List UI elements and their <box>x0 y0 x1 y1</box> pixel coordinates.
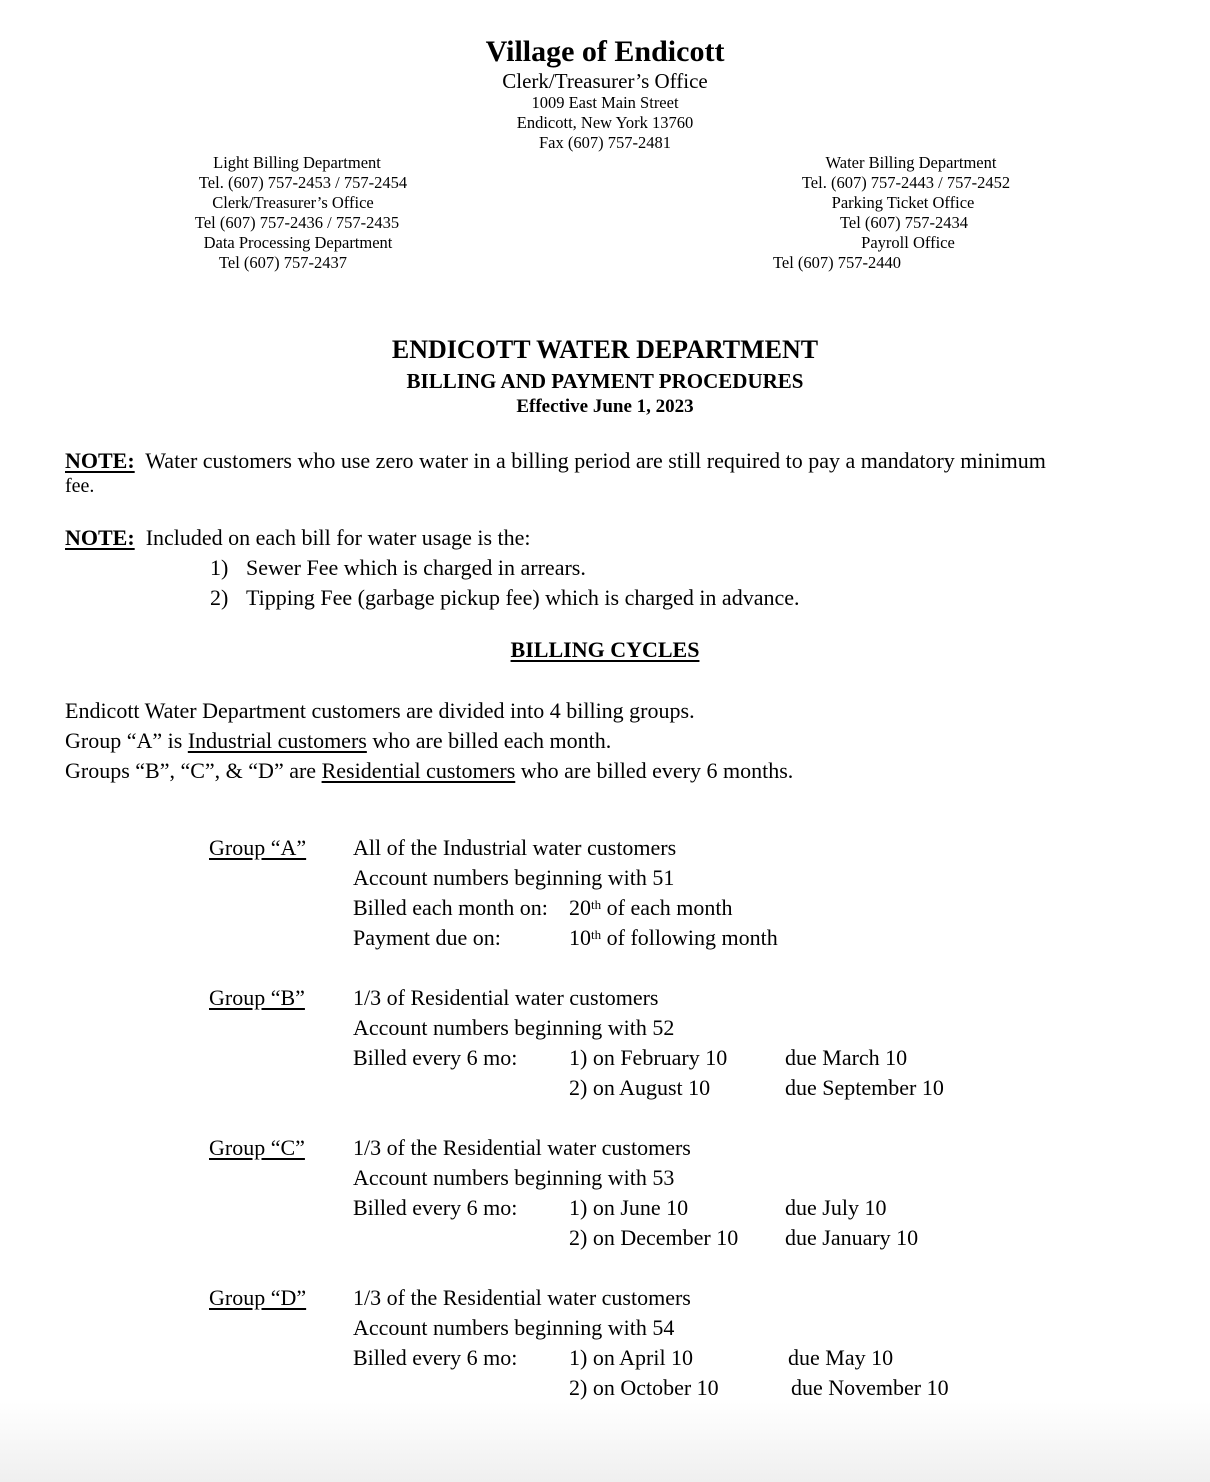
contact-line: Clerk/Treasurer’s Office <box>212 193 374 212</box>
due-date: due March 10 <box>785 1045 908 1070</box>
due-date: due May 10 <box>788 1345 894 1370</box>
ordinal: th <box>591 927 602 942</box>
due-label: Payment due on: <box>353 925 501 950</box>
office-name: Clerk/Treasurer’s Office <box>502 69 708 93</box>
billed-label: Billed each month on: <box>353 895 548 920</box>
due-date: due July 10 <box>785 1195 887 1220</box>
billing-line-3 <box>65 760 793 782</box>
text: Group “A” is <box>65 728 188 753</box>
text: of each month <box>601 895 733 920</box>
village-title: Village of Endicott <box>485 35 725 68</box>
contact-line: Water Billing Department <box>825 153 997 172</box>
group-accounts: Account numbers beginning with 51 <box>353 865 675 890</box>
bill-date: 2) on October 10 <box>569 1375 719 1400</box>
due-date <box>569 927 778 949</box>
group-accounts: Account numbers beginning with 52 <box>353 1015 675 1040</box>
day: 10 <box>569 925 591 950</box>
residential-customers-text: Residential customers <box>321 758 516 783</box>
billed-label: Billed every 6 mo: <box>353 1345 518 1370</box>
billed-label: Billed every 6 mo: <box>353 1045 518 1070</box>
list-item: Tipping Fee (garbage pickup fee) which is charged in advance. <box>246 585 800 610</box>
bill-date: 1) on February 10 <box>569 1045 728 1070</box>
document-title: ENDICOTT WATER DEPARTMENT <box>391 335 819 364</box>
effective-date: Effective June 1, 2023 <box>516 396 694 417</box>
group-description: 1/3 of Residential water customers <box>353 985 659 1010</box>
note-text: Included on each bill for water usage is the: <box>145 525 531 550</box>
text: who are billed each month. <box>366 728 612 753</box>
group-label: Group “B” <box>209 985 305 1010</box>
due-date: due September 10 <box>785 1075 944 1100</box>
note-1-continued: fee. <box>65 475 95 497</box>
due-date: due January 10 <box>785 1225 919 1250</box>
text: Groups “B”, “C”, & “D” are <box>65 758 322 783</box>
page-bottom-shadow <box>0 1402 1210 1482</box>
group-label: Group “D” <box>209 1285 307 1310</box>
industrial-customers-text: Industrial customers <box>187 728 367 753</box>
group-description: All of the Industrial water customers <box>353 835 677 860</box>
list-item-number: 1) <box>210 555 229 580</box>
group-accounts: Account numbers beginning with 54 <box>353 1315 675 1340</box>
group-description: 1/3 of the Residential water customers <box>353 1135 691 1160</box>
bill-date: 1) on April 10 <box>569 1345 694 1370</box>
city-address: Endicott, New York 13760 <box>516 113 694 132</box>
contact-line: Light Billing Department <box>213 153 381 172</box>
contact-line: Tel (607) 757-2436 / 757-2435 <box>194 213 400 232</box>
text: who are billed every 6 months. <box>515 758 794 783</box>
fax-number: Fax (607) 757-2481 <box>539 133 671 152</box>
note-label: NOTE: <box>65 448 135 473</box>
bill-date: 2) on December 10 <box>569 1225 739 1250</box>
billed-label: Billed every 6 mo: <box>353 1195 518 1220</box>
contact-line: Payroll Office <box>861 233 955 252</box>
text: of following month <box>601 925 778 950</box>
contact-line: Tel (607) 757-2440 <box>772 253 902 272</box>
ordinal: th <box>591 897 602 912</box>
contact-line: Parking Ticket Office <box>831 193 975 212</box>
contact-line: Tel. (607) 757-2443 / 757-2452 <box>801 173 1011 192</box>
note-text: Water customers who use zero water in a billing period are still required to pay a mandatory minimum <box>145 448 1046 473</box>
day: 20 <box>569 895 591 920</box>
contact-line: Tel (607) 757-2437 <box>218 253 348 272</box>
bill-date: 2) on August 10 <box>569 1075 711 1100</box>
bill-date: 1) on June 10 <box>569 1195 689 1220</box>
document-subtitle: BILLING AND PAYMENT PROCEDURES <box>406 369 804 393</box>
list-item: Sewer Fee which is charged in arrears. <box>246 555 586 580</box>
due-date: due November 10 <box>791 1375 949 1400</box>
group-description: 1/3 of the Residential water customers <box>353 1285 691 1310</box>
billing-cycles-heading: BILLING CYCLES <box>510 637 700 662</box>
list-item-number: 2) <box>210 585 229 610</box>
contact-line: Tel (607) 757-2434 <box>839 213 969 232</box>
street-address: 1009 East Main Street <box>531 93 679 112</box>
billing-intro: Endicott Water Department customers are divided into 4 billing groups. <box>65 698 695 723</box>
billed-date <box>569 897 732 919</box>
note-label: NOTE: <box>65 525 135 550</box>
note-1 <box>65 450 1046 472</box>
group-label: Group “A” <box>209 835 307 860</box>
group-label: Group “C” <box>209 1135 305 1160</box>
contact-line: Data Processing Department <box>203 233 393 252</box>
billing-line-2 <box>65 730 611 752</box>
contact-line: Tel. (607) 757-2453 / 757-2454 <box>198 173 408 192</box>
note-2 <box>65 527 531 549</box>
group-accounts: Account numbers beginning with 53 <box>353 1165 675 1190</box>
